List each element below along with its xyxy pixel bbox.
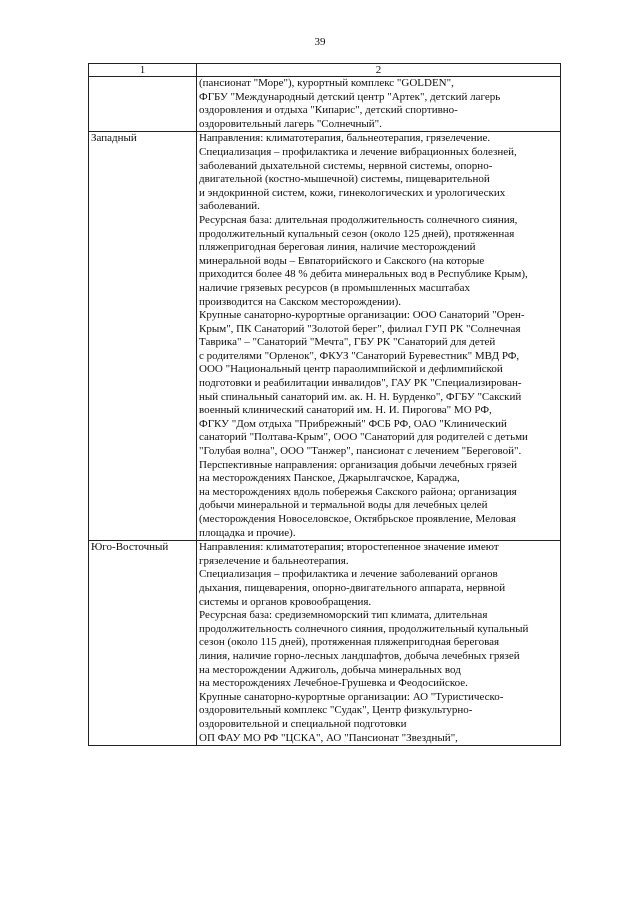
description-line: ФГБУ "Международный детский центр "Артек", детский лагерь — [199, 90, 501, 103]
description-line: оздоровительный комплекс "Судак", Центр физкультурно- — [199, 704, 473, 717]
region-cell: Западный — [89, 132, 197, 541]
description-line: линия, наличие горно-лесных ландшафтов, добыча лечебных грязей — [199, 649, 520, 662]
description-line: Ресурсная база: средиземноморский тип климата, длительная — [199, 609, 488, 622]
description-line: Таврика" – "Санаторий "Мечта", ГБУ РК "Санаторий для детей — [199, 336, 496, 349]
description-line: с родителями "Орленок", ФКУЗ "Санаторий Буревестник" МВД РФ, — [199, 349, 520, 362]
description-line: заболеваний дыхательной системы, нервной системы, опорно- — [199, 159, 493, 172]
description-line: продолжительность солнечного сияния, продолжительный купальный — [199, 622, 529, 635]
description-line: на месторождении Аджиголь, добыча минеральных вод — [199, 663, 461, 676]
description-line: заболеваний. — [199, 200, 260, 213]
resort-regions-table — [88, 63, 561, 746]
description-line: и эндокринной систем, кожи, гинекологических и урологических — [199, 186, 506, 199]
description-line: "Голубая волна", ООО "Танжер", пансионат с лечением "Береговой". — [199, 445, 522, 458]
description-line: Специализация – профилактика и лечение вибрационных болезней, — [199, 145, 517, 158]
description-line: Крым", ПК Санаторий "Золотой берег", филиал ГУП РК "Солнечная — [199, 322, 521, 335]
description-line: Специализация – профилактика и лечение заболеваний органов — [199, 568, 498, 581]
description-line: на месторождениях вдоль побережья Сакского района; организация — [199, 485, 517, 498]
description-line: площадка и прочие). — [199, 526, 296, 539]
column-header-1: 1 — [89, 64, 197, 77]
description-line: военный клинический санаторий им. Н. И. Пирогова" МО РФ, — [199, 404, 492, 417]
description-line: ФГКУ "Дом отдыха "Прибрежный" ФСБ РФ, ОАО "Клинический — [199, 417, 507, 430]
description-line: грязелечение и бальнеотерапия. — [199, 554, 349, 567]
description-line: пляжепригодная береговая линия, наличие месторождений — [199, 241, 476, 254]
description-line: системы и органов кровообращения. — [199, 595, 372, 608]
description-line: подготовки и реабилитации инвалидов", ГАУ РК "Специализирован- — [199, 377, 522, 390]
description-line: сезон (около 115 дней), протяженная пляжепригодная береговая — [199, 636, 500, 649]
description-cell — [197, 541, 561, 746]
table-row-western — [89, 132, 561, 541]
description-line: Крупные санаторно-курортные организации: АО "Туристическо- — [199, 690, 504, 703]
description-line: (месторождения Новоселовское, Октябрьское проявление, Меловая — [199, 513, 516, 525]
description-line: оздоровительной и специальной подготовки — [199, 717, 407, 730]
region-cell — [89, 77, 197, 132]
description-line: Перспективные направления: организация добычи лечебных грязей — [199, 458, 517, 471]
description-line: Направления: климатотерапия, бальнеотерапия, грязелечение. — [199, 132, 491, 145]
description-line: дыхания, пищеварения, опорно-двигательного аппарата, нервной — [199, 581, 506, 594]
description-line: ОП ФАУ МО РФ "ЦСКА", АО "Пансионат "Звездный", — [199, 731, 458, 744]
description-line: минеральной воды – Евпаторийского и Сакского (на которые — [199, 254, 485, 267]
description-line: добычи минеральной и термальной воды для лечебных целей — [199, 499, 488, 512]
description-line: (пансионат "Море"), курортный комплекс "GOLDEN", — [199, 77, 454, 89]
description-cell — [197, 77, 561, 132]
table-header-row — [89, 64, 561, 77]
description-line: на месторождениях Лечебное-Грушевка и Феодосийское. — [199, 677, 468, 690]
description-line: наличие грязевых ресурсов (в промышленных масштабах — [199, 281, 470, 294]
page-number: 39 — [314, 36, 326, 48]
description-line: ный спинальный санаторий им. ак. Н. Н. Бурденко", ФГБУ "Сакский — [199, 390, 522, 403]
description-line: производится на Сакском месторождении). — [199, 295, 402, 308]
description-line: продолжительный купальный сезон (около 125 дней), протяженная — [199, 227, 515, 240]
description-line: санаторий "Полтава-Крым", ООО "Санаторий для родителей с детьми — [199, 431, 528, 444]
description-line: Крупные санаторно-курортные организации: ООО Санаторий "Орен- — [199, 309, 525, 322]
description-line: оздоровительный лагерь "Солнечный". — [199, 117, 382, 130]
description-line: Направления: климатотерапия; второстепенное значение имеют — [199, 541, 499, 554]
table-row-continued — [89, 77, 561, 132]
column-header-2: 2 — [197, 64, 561, 77]
description-line: оздоровления и отдыха "Кипарис", детский спортивно- — [199, 104, 458, 117]
description-line: на месторождениях Панское, Джарылгачское, Караджа, — [199, 472, 460, 485]
table-row-south-eastern — [89, 541, 561, 746]
region-cell: Юго-Восточный — [89, 541, 197, 746]
description-cell — [197, 132, 561, 541]
description-line: ООО "Национальный центр параолимпийской и дефлимпийской — [199, 363, 503, 376]
description-line: двигательной (костно-мышечной) системы, пищеварительной — [199, 173, 490, 186]
description-line: Ресурсная база: длительная продолжительность солнечного сияния, — [199, 213, 518, 226]
description-line: приходится более 48 % дебита минеральных вод в Республике Крым), — [199, 268, 528, 281]
